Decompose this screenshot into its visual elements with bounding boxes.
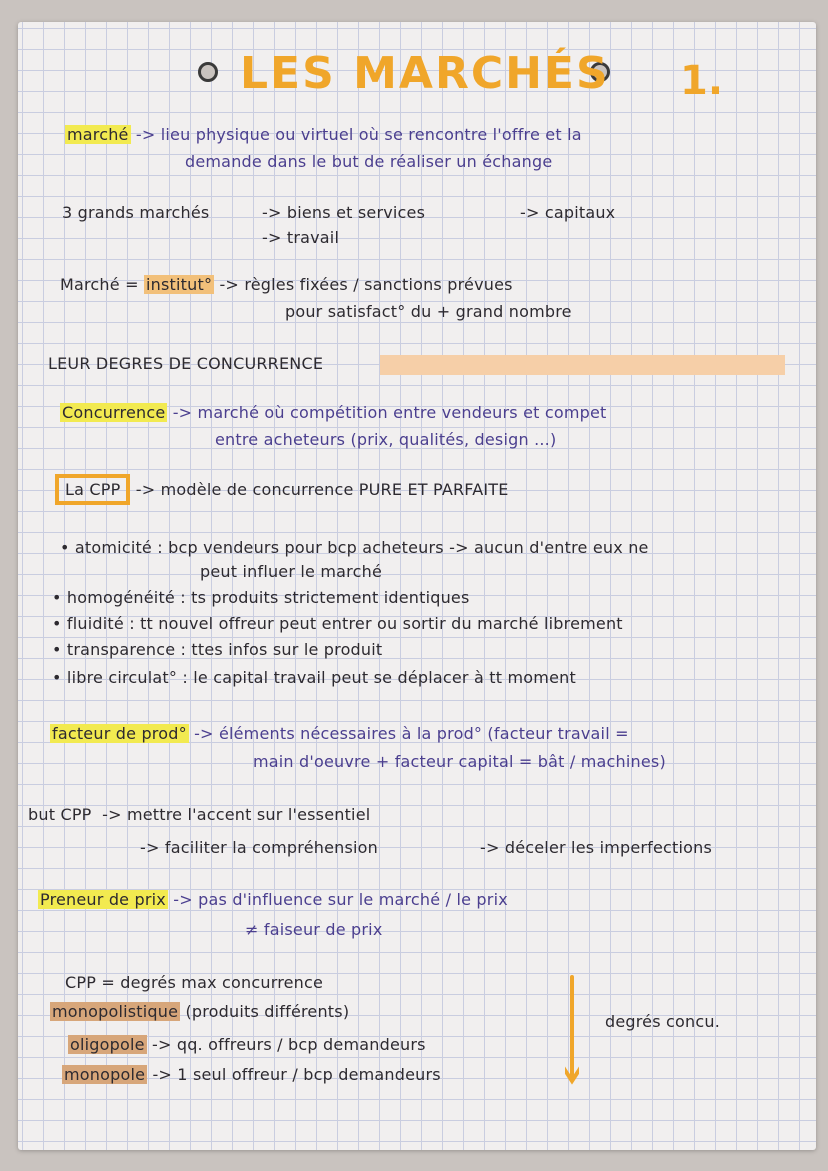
term-institution: institut° — [146, 275, 213, 294]
term-marche: marché — [67, 125, 129, 144]
definition-line: -> lieu physique ou virtuel où se rencontre l'offre et la — [135, 125, 582, 144]
term-monopolistique: monopolistique — [52, 1002, 179, 1021]
but-cpp-label: but CPP — [28, 805, 92, 824]
degres-line: -> 1 seul offreur / bcp demandeurs — [152, 1065, 441, 1084]
binder-ring-left — [198, 62, 218, 82]
degres-line: CPP = degrés max concurrence — [65, 973, 324, 992]
bullet-item: • fluidité : tt nouvel offreur peut entrer ou sortir du marché librement — [52, 614, 623, 633]
section-heading: LEUR DEGRES DE CONCURRENCE — [48, 354, 324, 373]
term-oligopole: oligopole — [70, 1035, 145, 1054]
institution-label: Marché = — [60, 275, 139, 294]
term-facteur: facteur de prod° — [52, 724, 187, 743]
bullet-item: • transparence : ttes infos sur le produit — [52, 640, 383, 659]
page-number: 1. — [680, 58, 724, 104]
term-monopole: monopole — [64, 1065, 146, 1084]
term-preneur: Preneur de prix — [40, 890, 166, 909]
bullet-item: • homogénéité : ts produits strictement identiques — [52, 588, 470, 607]
preneur-line: ≠ faiseur de prix — [245, 920, 383, 939]
bullet-item: • libre circulat° : le capital travail peut se déplacer à tt moment — [52, 668, 576, 687]
but-cpp-line: -> faciliter la compréhension — [140, 838, 378, 857]
concurrence-line: entre acheteurs (prix, qualités, design ...) — [215, 430, 557, 449]
term-concurrence: Concurrence — [62, 403, 166, 422]
down-arrow-icon — [565, 975, 579, 1085]
cpp-text: -> modèle de concurrence PURE ET PARFAITE — [135, 480, 509, 499]
degres-line: -> qq. offreurs / bcp demandeurs — [151, 1035, 426, 1054]
grands-marches-item: -> biens et services — [262, 203, 426, 222]
grands-marches-item: -> capitaux — [520, 203, 616, 222]
preneur-line: -> pas d'influence sur le marché / le prix — [173, 890, 508, 909]
page-title: LES MARCHÉS — [240, 48, 610, 99]
facteur-line: main d'oeuvre + facteur capital = bât / machines) — [253, 752, 666, 771]
term-cpp: La CPP — [55, 474, 130, 505]
institution-line: -> règles fixées / sanctions prévues — [219, 275, 513, 294]
heading-highlight — [380, 355, 785, 375]
bullet-item: peut influer le marché — [200, 562, 382, 581]
arrow-label: degrés concu. — [605, 1012, 720, 1031]
institution-line: pour satisfact° du + grand nombre — [285, 302, 572, 321]
but-cpp-line: -> déceler les imperfections — [480, 838, 713, 857]
definition-line: demande dans le but de réaliser un échange — [185, 152, 553, 171]
but-cpp-line: -> mettre l'accent sur l'essentiel — [102, 805, 371, 824]
grands-marches-item: -> travail — [262, 228, 340, 247]
bullet-item: • atomicité : bcp vendeurs pour bcp acheteurs -> aucun d'entre eux ne — [60, 538, 649, 557]
concurrence-line: -> marché où compétition entre vendeurs et compet — [172, 403, 607, 422]
facteur-line: -> éléments nécessaires à la prod° (facteur travail = — [194, 724, 629, 743]
degres-line: (produits différents) — [185, 1002, 350, 1021]
grands-marches-label: 3 grands marchés — [62, 203, 210, 222]
